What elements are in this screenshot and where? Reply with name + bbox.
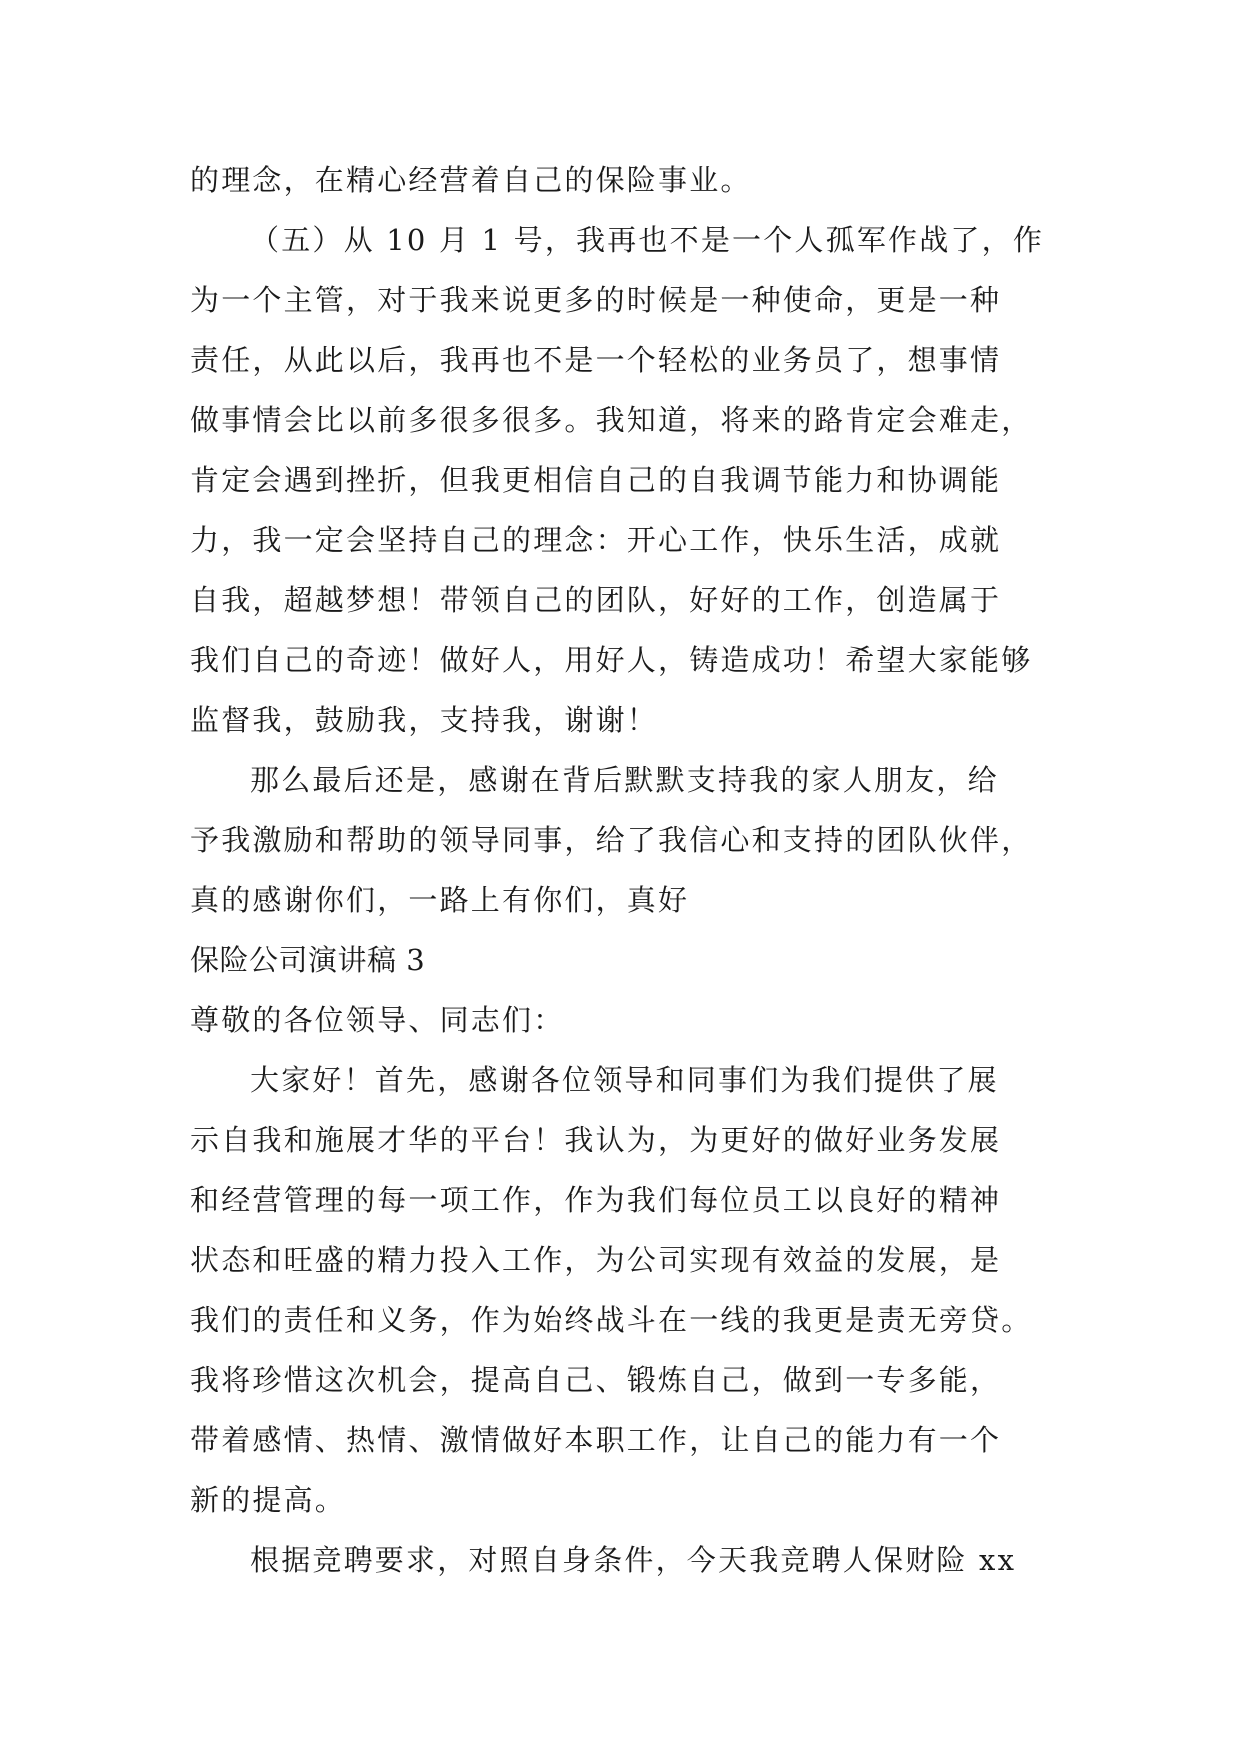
paragraph-line: 为一个主管，对于我来说更多的时候是一种使命，更是一种 — [190, 283, 1002, 317]
paragraph-line: 和经营管理的每一项工作，作为我们每位员工以良好的精神 — [190, 1183, 1002, 1217]
paragraph-line: 示自我和施展才华的平台！我认为，为更好的做好业务发展 — [190, 1123, 1002, 1157]
paragraph-line: 肯定会遇到挫折，但我更相信自己的自我调节能力和协调能 — [190, 463, 1002, 497]
paragraph-line: 做事情会比以前多很多很多。我知道，将来的路肯定会难走， — [190, 403, 1033, 437]
paragraph-line: 状态和旺盛的精力投入工作，为公司实现有效益的发展，是 — [190, 1243, 1002, 1277]
paragraph-line: （五）从 10 月 1 号，我再也不是一个人孤军作战了，作 — [250, 223, 1045, 257]
paragraph-line: 带着感情、热情、激情做好本职工作，让自己的能力有一个 — [190, 1423, 1002, 1457]
paragraph-line: 那么最后还是，感谢在背后默默支持我的家人朋友，给 — [250, 763, 999, 797]
paragraph-line: 力，我一定会坚持自己的理念：开心工作，快乐生活，成就 — [190, 523, 1002, 557]
paragraph-line: 予我激励和帮助的领导同事，给了我信心和支持的团队伙伴， — [190, 823, 1033, 857]
paragraph-line: 我们的责任和义务，作为始终战斗在一线的我更是责无旁贷。 — [190, 1303, 1033, 1337]
paragraph-line: 大家好！首先，感谢各位领导和同事们为我们提供了展 — [250, 1063, 999, 1097]
paragraph-line: 新的提高。 — [190, 1483, 347, 1517]
salutation: 尊敬的各位领导、同志们： — [190, 1003, 565, 1037]
paragraph-line: 责任，从此以后，我再也不是一个轻松的业务员了，想事情 — [190, 343, 1002, 377]
paragraph-line: 我们自己的奇迹！做好人，用好人，铸造成功！希望大家能够 — [190, 643, 1033, 677]
paragraph-line: 我将珍惜这次机会，提高自己、锻炼自己，做到一专多能， — [190, 1363, 1002, 1397]
paragraph-line: 监督我，鼓励我，支持我，谢谢！ — [190, 703, 659, 737]
paragraph-line: 根据竞聘要求，对照自身条件，今天我竞聘人保财险 xx — [250, 1543, 1017, 1577]
paragraph-line: 自我，超越梦想！带领自己的团队，好好的工作，创造属于 — [190, 583, 1002, 617]
section-title: 保险公司演讲稿 3 — [190, 943, 426, 977]
paragraph-line: 的理念，在精心经营着自己的保险事业。 — [190, 163, 752, 197]
paragraph-line: 真的感谢你们，一路上有你们，真好 — [190, 883, 690, 917]
